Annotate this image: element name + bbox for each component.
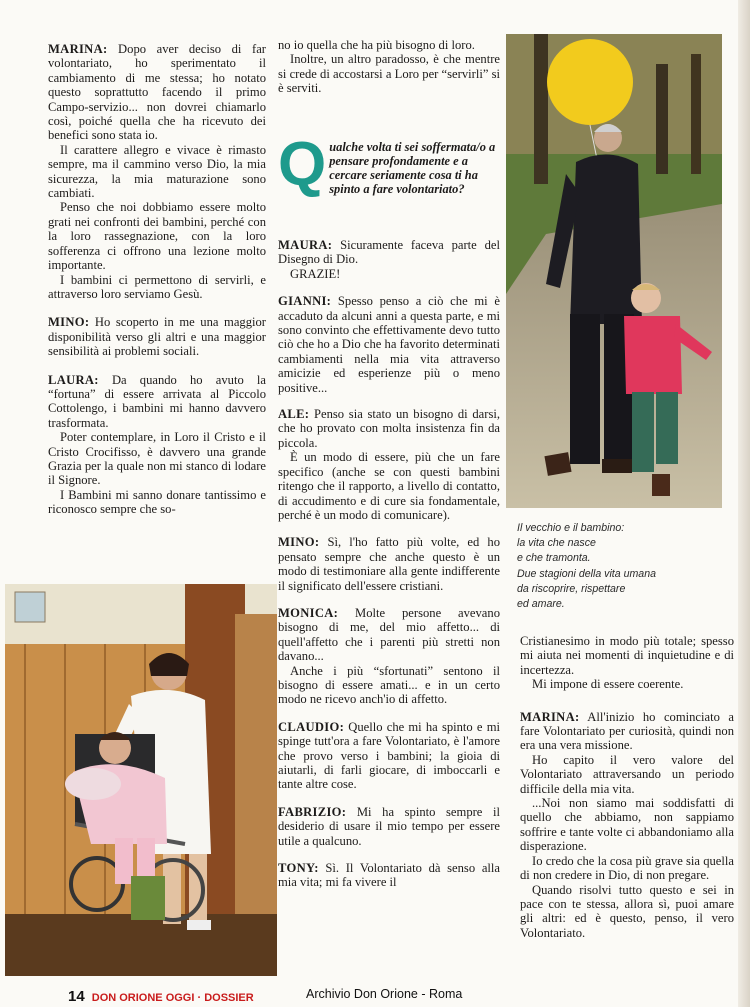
paragraph: Inoltre, un altro paradosso, è che mentre si crede di accostarsi a Loro per “servirli” si è serviti. bbox=[278, 52, 500, 96]
paragraph: LAURA: Da quando ho avuto la “fortuna” di essere arrivata al Piccolo Cottolengo, i bambini mi hanno davvero trasformata. bbox=[48, 372, 266, 430]
paragraph: MAURA: Sicuramente faceva parte del Disegno di Dio. bbox=[278, 238, 500, 267]
paragraph: I Bambini mi sanno donare tantissimo e riconosco sempre che so- bbox=[48, 487, 266, 517]
paragraph: Anche i più “sfortunati” sentono il bisogno di essere amati... e in un certo modo ne ricevo anch'io di affetto. bbox=[278, 663, 500, 707]
page-footer bbox=[68, 988, 254, 1005]
photo-illustration bbox=[5, 584, 277, 976]
paragraph: CLAUDIO: Quello che mi ha spinto e mi spinge tutt'ora a fare Volontariato, è l'amore che provo verso i bambini; la gioia di aiutarli, di farli giocare, di imboccarli e tante altre cose. bbox=[278, 719, 500, 792]
paragraph: GIANNI: Spesso penso a ciò che mi è accaduto da alcuni anni a questa parte, e mi sono convinto che effettivamente devo tutto ciò che ho a Dio che ha favorito determinati cambiamenti nella mia vita attraverso amicizie ed esperienze più o meno positive... bbox=[278, 294, 500, 395]
paragraph: MINO: Sì, l'ho fatto più volte, ed ho pensato sempre che anche questo è un modo di testimoniare alla gente indifferente il significato dell'essere cristiani. bbox=[278, 535, 500, 593]
paragraph: no io quella che ha più bisogno di loro. bbox=[278, 38, 475, 52]
paragraph: MARINA: Dopo aver deciso di far volontariato, ho sperimentato il cambiamento di me stessa; ho notato questo soprattutto facendo il primo Campo-servizio... non dovrei chiamarlo così, poiché quella che ha ricevuto dei benefici sono stata io. bbox=[48, 42, 266, 143]
drop-cap: Q bbox=[278, 130, 327, 199]
paragraph: Poter contemplare, in Loro il Cristo e il Cristo Crocifisso, è davvero una grande Grazia per la quale non mi stanco di lodare il Signore. bbox=[48, 430, 266, 488]
column-3 bbox=[520, 634, 734, 940]
paragraph: GRAZIE! bbox=[290, 266, 341, 281]
paragraph: Io credo che la cosa più grave sia quella di non credere in Dio, di non pregare. bbox=[520, 853, 734, 883]
paragraph: Quando risolvi tutto questo e sei in pace con te stessa, allora sì, puoi amare gli altri: ed è questo, penso, il vero Volontariato. bbox=[520, 882, 734, 940]
paragraph: È un modo di essere, più che un fare specifico (anche se con questi bambini ritengo che il rapporto, a livello di contatto, di accudimento e di cure sia fondamentale, perché è un modo di comunicare). bbox=[278, 450, 500, 522]
paragraph: MONICA: Molte persone avevano bisogno di me, del mio affetto... di quell'affetto che i parenti più stretti non davano... bbox=[278, 605, 500, 664]
interview-question: Q ualche volta ti sei soffermata/o a pensare profondamente e a cercare seriamente cosa ti ha spinto a fare volontariato? bbox=[278, 130, 496, 199]
paragraph: Penso che noi dobbiamo essere molto grati nei confronti dei bambini, perché con la loro rassegnazione, con la loro sofferenza ci offrono una lezione molto importante. bbox=[48, 200, 266, 273]
paragraph: Cristianesimo in modo più totale; spesso mi aiuta nei momenti di inquietudine e di incertezza. bbox=[520, 634, 734, 677]
page-number: 14 bbox=[68, 988, 85, 1005]
paragraph: Il carattere allegro e vivace è rimasto sempre, ma il cammino verso Dio, la mia sicurezza, la mia maturazione sono cambiati. bbox=[48, 142, 266, 201]
paragraph: FABRIZIO: Mi ha spinto sempre il desiderio di usare il mio tempo per essere utile a qualcuno. bbox=[278, 804, 500, 848]
paragraph: I bambini ci permettono di servirli, e attraverso loro serviamo Gesù. bbox=[48, 272, 266, 301]
paragraph: MARINA: All'inizio ho cominciato a fare Volontariato per curiosità, quindi non era una vera missione. bbox=[520, 709, 734, 753]
photo-caption: Il vecchio e il bambino: la vita che nasce e che tramonta. Due stagioni della vita umana da riscoprire, rispettare ed amare. bbox=[517, 522, 656, 611]
magazine-name: DON ORIONE OGGI · DOSSIER bbox=[91, 992, 254, 1004]
paragraph: Mi impone di essere coerente. bbox=[532, 677, 684, 692]
column-2-top bbox=[278, 38, 500, 96]
photo-old-man-and-child bbox=[506, 34, 722, 508]
paragraph: TONY: Sì. Il Volontariato dà senso alla mia vita; mi fa vivere il bbox=[278, 861, 500, 890]
paragraph: ...Noi non siamo mai soddisfatti di quello che abbiamo, non sappiamo soffrire e tante volte ci abbandoniamo alla disperazione. bbox=[520, 796, 734, 854]
paragraph: MINO: Ho scoperto in me una maggior disponibilità verso gli altri e una maggior sensibilità ai problemi sociali. bbox=[48, 315, 266, 359]
paragraph: ALE: Penso sia stato un bisogno di darsi, che ho provato con molta insistenza fin da piccola. bbox=[278, 407, 500, 450]
column-2 bbox=[278, 238, 500, 890]
paragraph: Ho capito il vero valore del Volontariato attraversando un periodo difficile della mia vita. bbox=[520, 752, 734, 796]
page-edge bbox=[738, 0, 750, 1007]
column-1 bbox=[48, 42, 266, 517]
archive-watermark: Archivio Don Orione - Roma bbox=[306, 987, 463, 1001]
photo-illustration bbox=[506, 34, 722, 508]
photo-nurse-and-child bbox=[5, 584, 277, 976]
